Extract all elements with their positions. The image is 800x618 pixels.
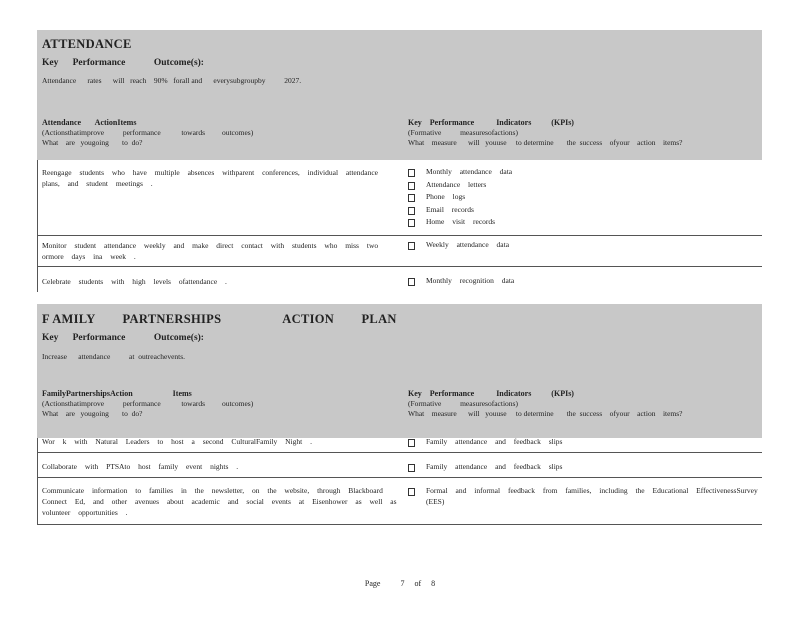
- attendance-right-header: [408, 118, 758, 148]
- list-item: Home visit records: [408, 216, 758, 229]
- family-left-header-title: FamilyPartnershipsAction Items: [42, 389, 192, 398]
- attendance-left-header-title: Attendance ActionItems: [42, 118, 137, 127]
- list-item: Formal and informal feedback from families, including the Educational EffectivenessSurvey (EES): [408, 485, 758, 507]
- family-right-header-title: Key Performance Indicators (KPIs): [408, 389, 574, 398]
- attendance-row-1-action: Reengage students who have multiple absences withparent conferences, individual attendance plans, and student meetings .: [42, 168, 378, 188]
- attendance-row-2-kpis: [408, 239, 758, 252]
- attendance-left-header-sub1: (Actionsthatimprove performance towards outcomes): [42, 128, 254, 137]
- family-left-header-sub2: What are yougoing to do?: [42, 409, 143, 418]
- list-item: Family attendance and feedback slips: [408, 436, 758, 449]
- row-divider: [37, 266, 762, 267]
- family-title: F AMILY PARTNERSHIPS ACTION PLAN: [42, 312, 397, 326]
- row-divider: [37, 452, 762, 453]
- attendance-row-3-action: Celebrate students with high levels ofattendance .: [42, 277, 227, 286]
- attendance-right-header-sub2: What measure will youuse to determine the success ofyour action items?: [408, 138, 683, 147]
- family-left-header-sub1: (Actionsthatimprove performance towards outcomes): [42, 399, 254, 408]
- attendance-section: [37, 30, 762, 292]
- attendance-row-2-action: Monitor student attendance weekly and make direct contact with students who miss two ormore days ina week .: [42, 241, 379, 261]
- family-section: [37, 304, 762, 526]
- attendance-row-3-kpis: [408, 275, 758, 288]
- list-item: Family attendance and feedback slips: [408, 461, 758, 474]
- family-kpo-text: Increase attendance at outreachevents.: [42, 352, 186, 361]
- attendance-right-header-title: Key Performance Indicators (KPIs): [408, 118, 574, 127]
- family-right-header: [408, 389, 758, 419]
- list-item: Attendance letters: [408, 179, 758, 192]
- attendance-title: ATTENDANCE: [42, 37, 132, 51]
- checkbox-icon: [408, 194, 415, 202]
- checkbox-icon: [408, 464, 415, 472]
- checkbox-icon: [408, 278, 415, 286]
- row-divider: [37, 524, 762, 525]
- checkbox-icon: [408, 488, 415, 496]
- attendance-left-border: [37, 160, 38, 292]
- attendance-kpo-label: Key Performance Outcome(s):: [42, 58, 204, 68]
- page-number: Page 7 of 8: [364, 579, 436, 588]
- checkbox-icon: [408, 439, 415, 447]
- row-divider: [37, 235, 762, 236]
- list-item: Monthly attendance data: [408, 166, 758, 179]
- checkbox-icon: [408, 242, 415, 250]
- list-item: Phone logs: [408, 191, 758, 204]
- family-row-2-kpis: [408, 461, 758, 474]
- family-kpo-label: Key Performance Outcome(s):: [42, 333, 204, 343]
- family-row-1-action: Wor k with Natural Leaders to host a second CulturalFamily Night .: [42, 437, 312, 446]
- family-row-3-action: Communicate information to families in the newsletter, on the website, through Blackboard Connect Ed, and other avenues about academic and social events at Eisenhower as well as volunteer opportunities .: [42, 486, 397, 517]
- checkbox-icon: [408, 207, 415, 215]
- list-item: Weekly attendance data: [408, 239, 758, 252]
- checkbox-icon: [408, 182, 415, 190]
- attendance-row-1-kpis: [408, 166, 758, 229]
- family-row-1-kpis: [408, 436, 758, 449]
- list-item: Monthly recognition data: [408, 275, 758, 288]
- list-item: Email records: [408, 204, 758, 217]
- family-row-2-action: Collaborate with PTSAto host family event nights .: [42, 462, 239, 471]
- family-right-header-sub1: (Formative measuresofactions): [408, 399, 518, 408]
- attendance-left-header: [42, 118, 402, 148]
- attendance-kpo-text: Attendance rates will reach 90% forall and everysubgroupby 2027.: [42, 76, 302, 85]
- attendance-left-header-sub2: What are yougoing to do?: [42, 138, 143, 147]
- checkbox-icon: [408, 219, 415, 227]
- family-right-header-sub2: What measure will youuse to determine the success ofyour action items?: [408, 409, 683, 418]
- checkbox-icon: [408, 169, 415, 177]
- family-left-header: [42, 389, 402, 419]
- attendance-right-header-sub1: (Formative measuresofactions): [408, 128, 518, 137]
- family-row-3-kpis: [408, 485, 758, 507]
- row-divider: [37, 477, 762, 478]
